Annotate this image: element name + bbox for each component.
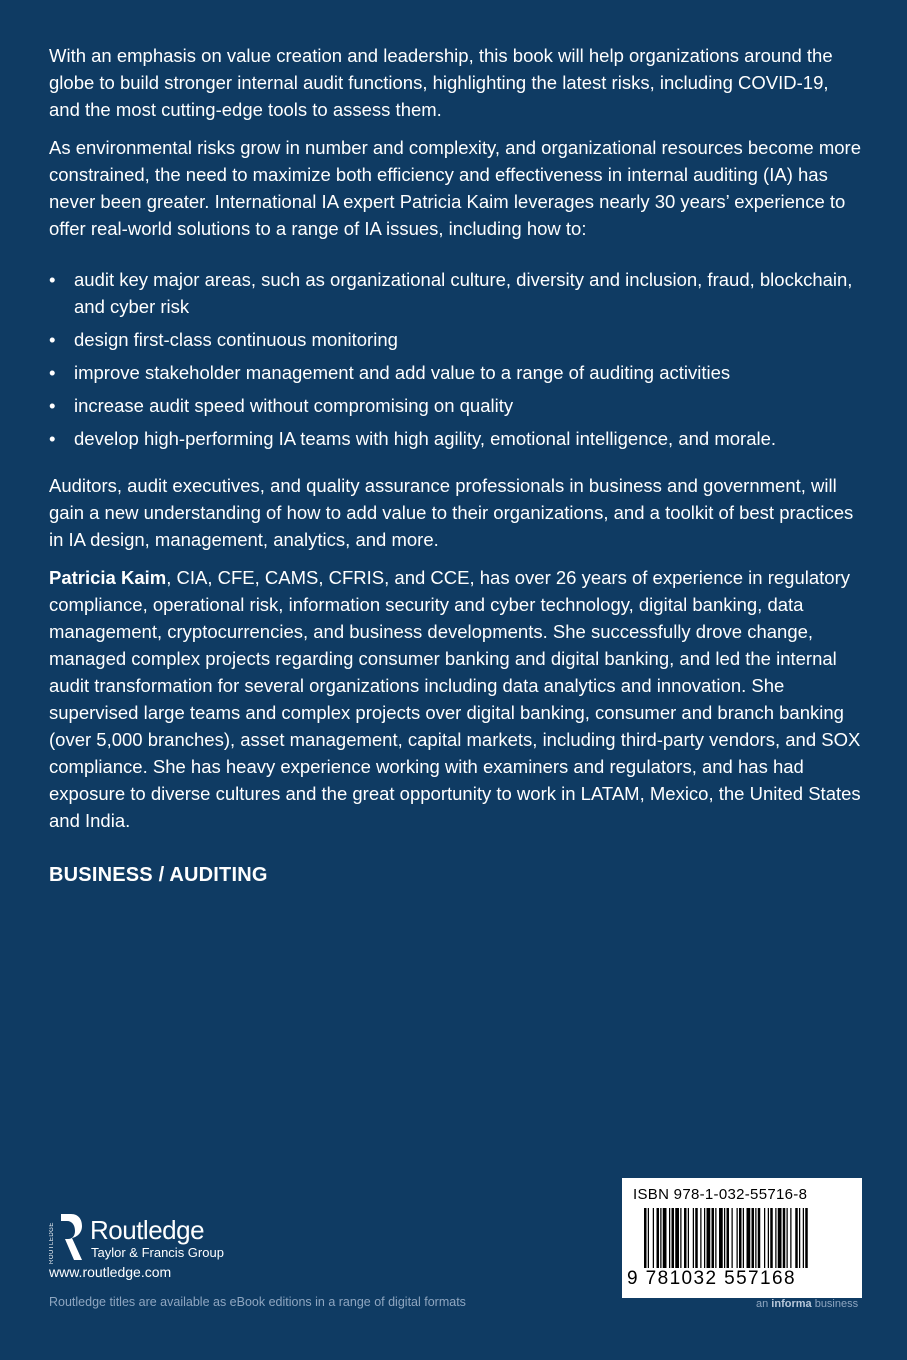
publisher-name: Routledge — [90, 1215, 205, 1245]
bullet-marker: • — [49, 329, 56, 350]
publisher-group: Taylor & Francis Group — [91, 1245, 224, 1260]
author-name: Patricia Kaim — [49, 567, 167, 588]
intro-paragraph: With an emphasis on value creation and leadership, this book will help organizations around the globe to build stronger internal audit functions, highlighting the latest risks, including COVID-19, and the most cutting-edge tools to assess them. — [49, 45, 833, 120]
category-label: BUSINESS / AUDITING — [49, 864, 268, 886]
list-item: • improve stakeholder management and add value to a range of auditing activities — [49, 359, 864, 386]
informa-note: an informa business — [756, 1298, 859, 1310]
routledge-vertical-wordmark: ROUTLEDGE — [49, 1222, 55, 1264]
bullet-marker: • — [49, 362, 56, 383]
bullet-marker: • — [49, 428, 56, 449]
publisher-url: www.routledge.com — [49, 1264, 172, 1280]
author-bio — [49, 564, 864, 834]
barcode-bars-icon — [630, 1208, 854, 1272]
back-cover-text — [49, 42, 864, 889]
bullet-marker: • — [49, 395, 56, 416]
audience-paragraph: Auditors, audit executives, and quality assurance professionals in business and government, will gain a new understanding of how to add value to their organizations, and a toolkit of best practices in IA design, management, analytics, and more. — [49, 475, 854, 550]
author-bio-text: , CIA, CFE, CAMS, CFRIS, and CCE, has over 26 years of experience in regulatory compliance, operational risk, information security and cyber technology, digital banking, data management, cryptocurrencies, and business developments. She successfully drove change, managed complex projects regarding consumer banking and digital banking, and led the internal audit transformation for several organizations including data analytics and innovation. She supervised large teams and complex projects over digital banking, consumer and branch banking (over 5,000 branches), asset management, capital markets, including third-party vendors, and SOX compliance. She has heavy experience working with examiners and regulators, and has had exposure to diverse cultures and the great opportunity to work in LATAM, Mexico, the United States and India. — [49, 567, 861, 831]
informa-brand: informa — [771, 1298, 812, 1310]
bullet-marker: • — [49, 269, 56, 290]
list-item: • increase audit speed without compromising on quality — [49, 392, 864, 419]
bullet-list — [49, 266, 864, 452]
publisher-logo — [49, 1212, 349, 1282]
context-paragraph: As environmental risks grow in number and complexity, and organizational resources become more constrained, the need to maximize both efficiency and effectiveness in internal auditing (IA) has never been greater. International IA expert Patricia Kaim leverages nearly 30 years’ experience to offer real-world solutions to a range of IA issues, including how to: — [49, 137, 861, 239]
list-item: • design first-class continuous monitoring — [49, 326, 864, 353]
isbn-label: ISBN 978-1-032-55716-8 — [633, 1186, 808, 1203]
ebook-note: Routledge titles are available as eBook editions in a range of digital formats — [49, 1295, 466, 1309]
barcode-digits: 9 781032 557168 — [627, 1268, 796, 1289]
list-item: • develop high-performing IA teams with high agility, emotional intelligence, and morale. — [49, 425, 864, 452]
list-item: • audit key major areas, such as organizational culture, diversity and inclusion, fraud, blockchain, and cyber risk — [49, 266, 864, 320]
isbn-barcode — [622, 1178, 862, 1298]
